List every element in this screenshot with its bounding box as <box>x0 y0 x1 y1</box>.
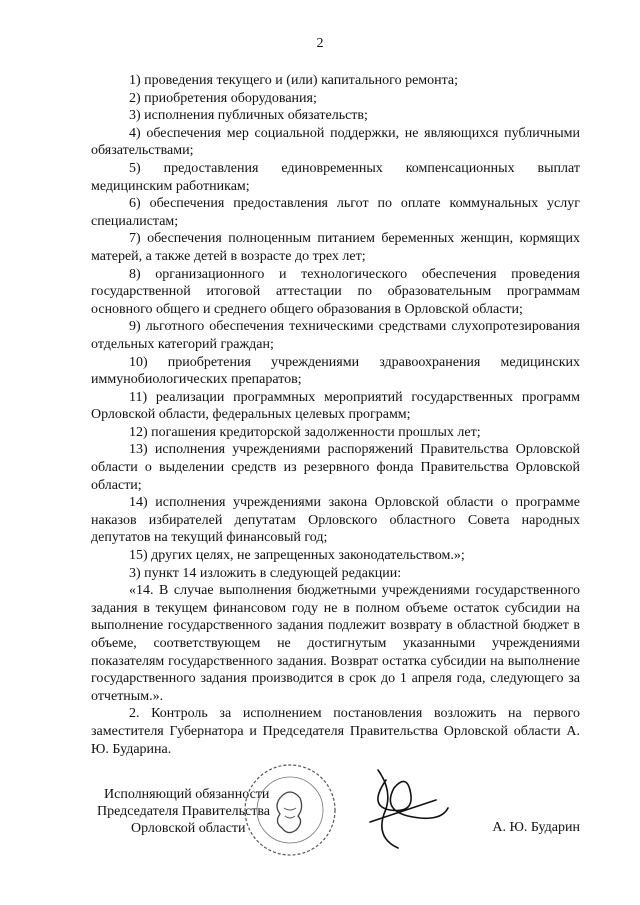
list-item: 5) предоставления единовременных компенсационных выплат медицинским работникам; <box>91 160 580 194</box>
amendment-item: 3) пункт 14 изложить в следующей редакции: <box>129 565 402 581</box>
list-item: 8) организационного и технологического обеспечения проведения государственной итоговой аттестации по образовательным программам основного общего и среднего общего образования в Орловской области; <box>91 266 580 317</box>
official-seal-icon <box>240 760 340 860</box>
signatory-title-line-3: Орловской области <box>131 821 246 836</box>
list-item: 1) проведения текущего и (или) капитального ремонта; <box>129 73 459 88</box>
handwritten-signature-icon <box>350 762 460 862</box>
control-clause: 2. Контроль за исполнением постановления возложить на первого заместителя Губернатора и Председателя Правительства Орловской области А. Ю. Бударина. <box>91 706 580 757</box>
signatory-title-line-2: Председателя Правительства <box>97 804 271 819</box>
list-item: 6) обеспечения предоставления льгот по оплате коммунальных услуг специалистам; <box>91 196 580 229</box>
signatory-title-line-1: Исполняющий обязанности <box>104 787 270 802</box>
amendment-text: «14. В случае выполнения бюджетными учреждениями государственного задания в текущем финансовом году не в полном объеме остаток субсидии на выполнение государственного задания подлежит возврату в областной бюджет в объеме, соответствующем не достигнутым указанными учреждениями показателям государственного задания. Возврат остатка субсидии на выполнение государственного задания производится в срок до 1 апреля года, следующего за отчетным.». <box>91 583 580 704</box>
signatory-name: А. Ю. Бударин <box>492 820 580 835</box>
list-item: 9) льготного обеспечения техническими средствами слухопротезирования отдельных категорий граждан; <box>91 319 580 352</box>
list-item: 13) исполнения учреждениями распоряжений Правительства Орловской области о выделении средств из резервного фонда Правительства Орловской области; <box>91 442 580 493</box>
list-item: 3) исполнения публичных обязательств; <box>129 108 368 124</box>
list-item: 12) погашения кредиторской задолженности прошлых лет; <box>129 424 481 440</box>
signature-block <box>0 768 640 878</box>
list-item: 7) обеспечения полноценным питанием беременных женщин, кормящих матерей, а также детей в возрасте до трех лет; <box>91 231 580 264</box>
list-item: 10) приобретения учреждениями здравоохранения медицинских иммунобиологических препаратов; <box>91 354 580 388</box>
list-item: 15) других целях, не запрещенных законодательством.»; <box>129 548 465 564</box>
list-item: 4) обеспечения мер социальной поддержки, не являющихся публичными обязательствами; <box>91 125 580 159</box>
list-item: 2) приобретения оборудования; <box>129 90 317 106</box>
page-number: 2 <box>316 36 324 51</box>
list-item: 14) исполнения учреждениями закона Орловской области о программе наказов избирателей депутатам Орловского областного Совета народных депутатов на текущий финансовый год; <box>91 495 580 546</box>
list-item: 11) реализации программных мероприятий государственных программ Орловской области, федеральных целевых программ; <box>91 389 580 423</box>
document-body <box>91 72 580 758</box>
